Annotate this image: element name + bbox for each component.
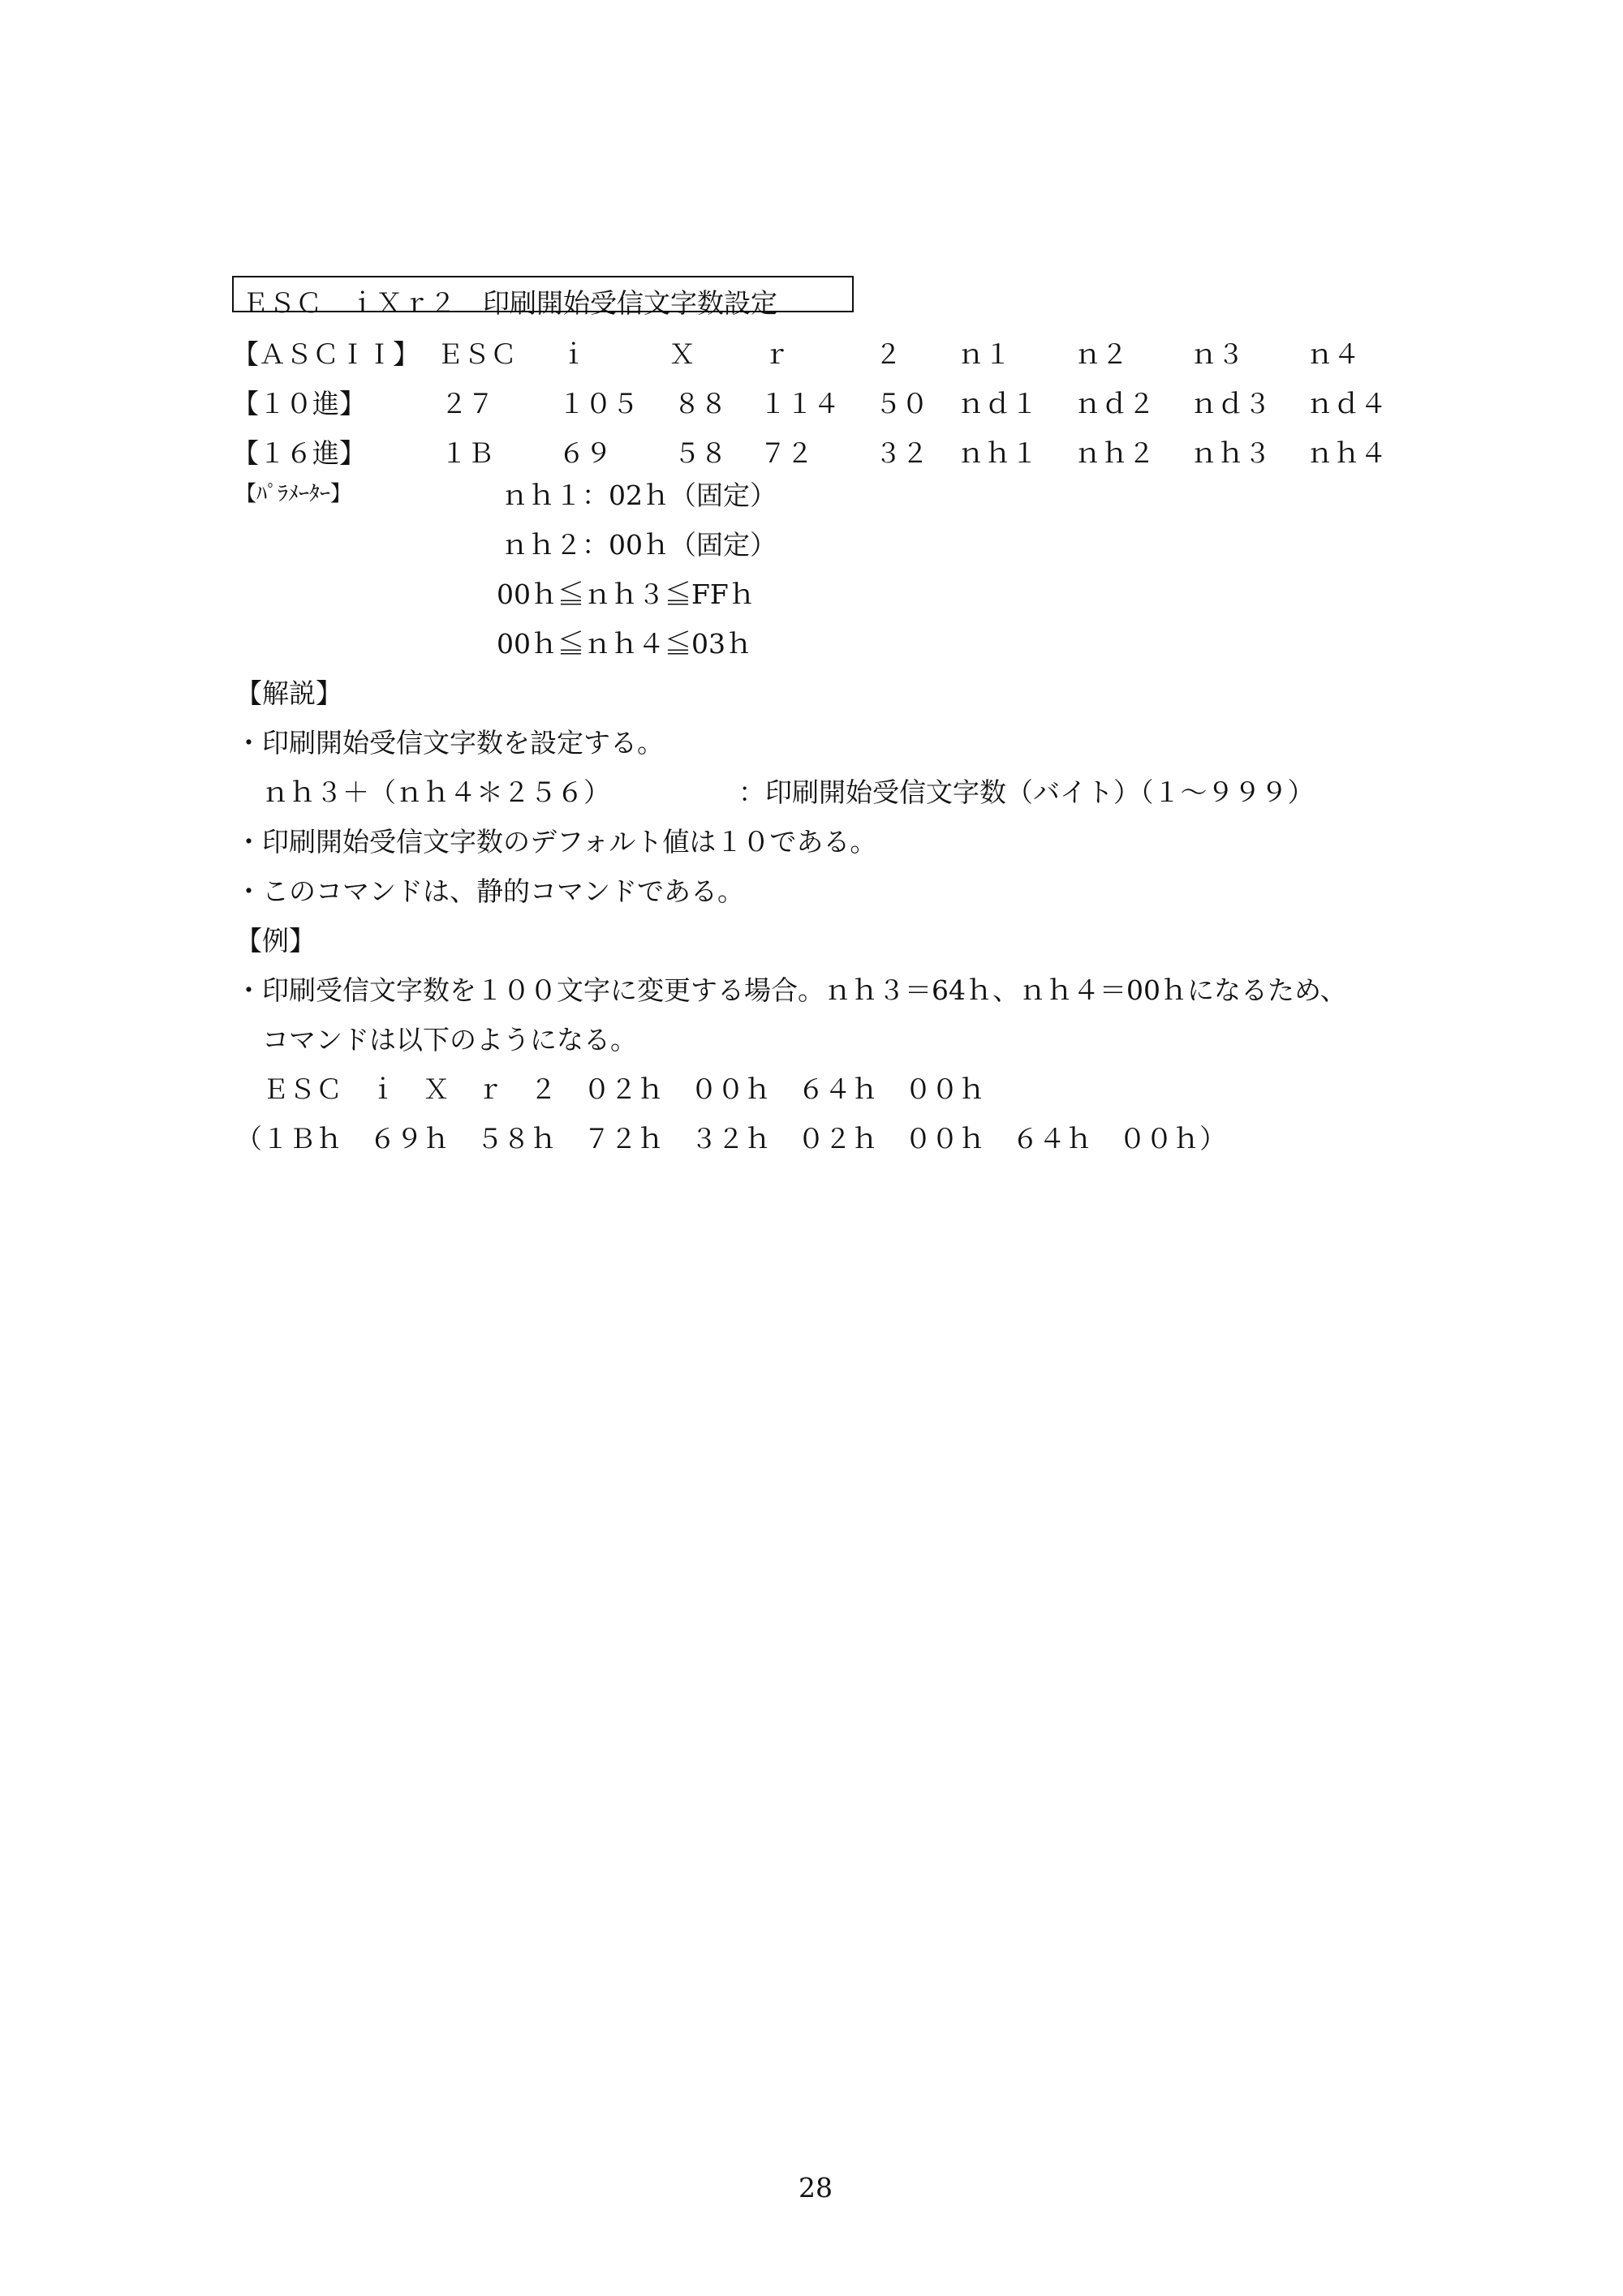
ascii-cell: ｒ <box>763 338 790 370</box>
decimal-cell: ｎｄ１ <box>958 388 1038 419</box>
hex-cell: ６９ <box>558 437 612 469</box>
hex-cell: ｎｈ２ <box>1074 437 1155 469</box>
explanation-line: ・印刷開始受信文字数のデフォルト値は１０である。 <box>235 826 877 858</box>
command-title-box <box>232 276 854 319</box>
example-line: コマンドは以下のようになる。 <box>235 1024 637 1056</box>
parameters-label: 【ﾊﾟﾗﾒｰﾀｰ】 <box>235 482 352 506</box>
decimal-cell: ｎｄ４ <box>1307 388 1387 419</box>
decimal-cell: ８８ <box>674 388 727 419</box>
parameter-line: 00ｈ≦ｎｈ３≦FFｈ <box>497 578 756 610</box>
hex-cell: ３２ <box>875 437 928 469</box>
parameter-line: 00ｈ≦ｎｈ４≦03ｈ <box>497 628 752 660</box>
ascii-cell: ＥＳＣ <box>437 338 517 370</box>
hex-cell: ｎｈ３ <box>1190 437 1271 469</box>
explanation-line: ・印刷開始受信文字数を設定する。 <box>235 727 664 759</box>
decimal-cell: ２７ <box>441 388 494 419</box>
hex-row-label: 【１６進】 <box>232 437 366 469</box>
page-number: 28 <box>799 2172 833 2204</box>
explanation-line: ・このコマンドは、静的コマンドである。 <box>235 875 744 907</box>
explanation-formula: ｎｈ３＋（ｎｈ４＊２５６） <box>235 776 610 808</box>
decimal-cell: １１４ <box>760 388 840 419</box>
ascii-row-label: 【ＡＳＣＩＩ】 <box>232 338 420 370</box>
example-command-hex: （１Ｂｈ ６９ｈ ５８ｈ ７２ｈ ３２ｈ ０２ｈ ００ｈ ６４ｈ ００ｈ） <box>235 1123 1226 1154</box>
explanation-formula-description: ：印刷開始受信文字数（バイト）（１～９９９） <box>738 776 1315 808</box>
hex-cell: ｎｈ１ <box>958 437 1038 469</box>
ascii-cell: ｎ３ <box>1190 338 1244 370</box>
ascii-cell: ｎ４ <box>1307 338 1360 370</box>
example-line: ・印刷受信文字数を１００文字に変更する場合。ｎｈ３＝64ｈ、ｎｈ４＝00ｈになるため、 <box>235 974 1347 1006</box>
explanation-heading: 【解説】 <box>235 677 342 709</box>
example-command: ＥＳＣ ｉ Ｘ ｒ ２ ０２ｈ ００ｈ ６４ｈ ００ｈ <box>235 1073 985 1105</box>
ascii-cell: ｎ１ <box>958 338 1011 370</box>
parameter-line: ｎｈ２：00ｈ（固定） <box>502 529 777 561</box>
hex-cell: ｎｈ４ <box>1307 437 1387 469</box>
decimal-cell: ｎｄ２ <box>1074 388 1155 419</box>
parameter-line: ｎｈ１：02ｈ（固定） <box>502 479 777 511</box>
decimal-cell: １０５ <box>558 388 639 419</box>
example-heading: 【例】 <box>235 925 316 957</box>
decimal-cell: ５０ <box>875 388 928 419</box>
ascii-cell: ｉ <box>560 338 587 370</box>
hex-cell: ５８ <box>674 437 727 469</box>
ascii-cell: ２ <box>875 338 902 370</box>
hex-cell: １Ｂ <box>441 437 494 469</box>
hex-cell: ７２ <box>760 437 813 469</box>
ascii-cell: Ｘ <box>669 338 695 370</box>
ascii-cell: ｎ２ <box>1074 338 1128 370</box>
command-title: ＥＳＣ ｉＸｒ２ 印刷開始受信文字数設定 <box>242 287 777 319</box>
decimal-cell: ｎｄ３ <box>1190 388 1271 419</box>
decimal-row-label: 【１０進】 <box>232 388 366 419</box>
